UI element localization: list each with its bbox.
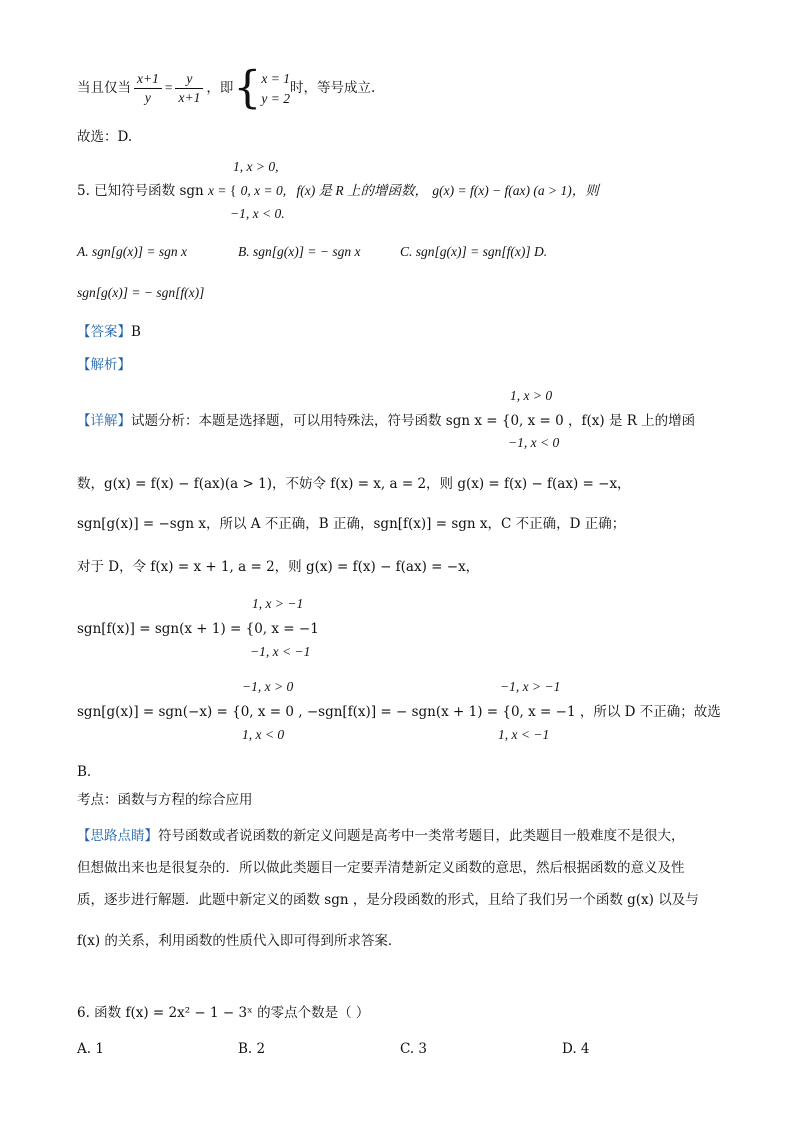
hint-label: 【思路点睛】 [77, 828, 158, 844]
q6-option-b[interactable]: B. 2 [238, 1041, 266, 1057]
q6-option-c[interactable]: C. 3 [400, 1041, 428, 1057]
detail-case-top: 1, x > 0 [510, 388, 553, 403]
q5-option-d[interactable]: sgn[g(x)] = − sgn[f(x)] [77, 285, 205, 300]
hint-line2: 但想做出来也是很复杂的．所以做此类题目一定要弄清楚新定义函数的意思，然后根据函数的意义及性 [77, 860, 685, 876]
equation-system: {x = 1 y = 2 [233, 62, 290, 114]
answer-value: B [131, 324, 141, 340]
detail-line7: B. [77, 764, 92, 780]
detail-case-bot: −1, x < 0 [508, 435, 560, 450]
answer-line [77, 322, 141, 342]
detail-line3: sgn[g(x)] = −sgn x，所以 A 不正确，B 正确，sgn[f(x)] = sgn x，C 不正确，D 正确； [77, 516, 626, 532]
answer-label: 【答案】 [77, 324, 131, 340]
intro-prefix: 当且仅当 [77, 80, 131, 96]
q5-case2: 0, x = 0, [240, 183, 287, 198]
detail-line4: 对于 D，令 f(x) = x + 1, a = 2，则 g(x) = f(x) − f(ax) = −x， [77, 559, 480, 575]
intro-line: 当且仅当 $\frac{x+1}{y}$ = $\frac{y}{x+1}$ ，即{x = 1 y = 2时，等号成立. [77, 62, 376, 114]
q5-text1: f(x) 是 R 上的增函数， [296, 183, 429, 198]
detail-l6-top-b: −1, x > −1 [500, 679, 561, 694]
analysis-label: 【解析】 [77, 357, 131, 373]
detail-l6-bot-a: 1, x < 0 [242, 727, 285, 742]
detail-l5-mid: sgn[f(x)] = sgn(x + 1) = {0, x = −1 [77, 621, 319, 637]
select-q4: 故选：D. [77, 129, 133, 145]
q6-option-d[interactable]: D. 4 [562, 1041, 590, 1057]
q5-text2: g(x) = f(x) − f(ax) (a > 1)，则 [432, 183, 599, 198]
q5-option-a[interactable]: A. sgn[g(x)] = sgn x [77, 244, 187, 259]
q5-case1: 1, x > 0, [233, 159, 279, 174]
detail-line2: 数，g(x) = f(x) − f(ax)(a > 1)，不妨令 f(x) = x, a = 2，则 g(x) = f(x) − f(ax) = −x， [77, 476, 631, 492]
fraction-right: $\frac{y}{x+1}$ [175, 70, 203, 107]
q5-option-c[interactable]: C. sgn[g(x)] = sgn[f(x)] D. [400, 244, 548, 259]
detail-line1: 【详解】试题分析：本题是选择题，可以用特殊法，符号函数 sgn x = {0, x = 0 ，f(x) 是 R 上的增函 [77, 413, 696, 429]
detail-l5-top: 1, x > −1 [252, 596, 304, 611]
fraction-left: $\frac{x+1}{y}$ [134, 70, 162, 107]
detail-l6-bot-b: 1, x < −1 [498, 727, 550, 742]
detail-label: 【详解】 [77, 413, 131, 429]
q5-case3: −1, x < 0. [230, 206, 285, 221]
hint-line3: 质，逐步进行解题．此题中新定义的函数 sgn ，是分段函数的形式，且给了我们另一个函数 g(x) 以及与 [77, 892, 699, 908]
intro-mid: ，即 [206, 80, 234, 96]
hint-line4: f(x) 的关系，利用函数的性质代入即可得到所求答案． [77, 933, 402, 949]
detail-l6-mid: sgn[g(x)] = sgn(−x) = {0, x = 0 , −sgn[f(x)] = − sgn(x + 1) = {0, x = −1 ，所以 D 不正确；故选 [77, 704, 721, 720]
q5-option-b[interactable]: B. sgn[g(x)] = − sgn x [238, 244, 361, 259]
intro-tail: 时，等号成立. [289, 80, 376, 96]
detail-l6-top-a: −1, x > 0 [242, 679, 294, 694]
q6-stem: 6. 函数 f(x) = 2x² − 1 − 3ˣ 的零点个数是（ ） [77, 1005, 370, 1021]
q5-num: 5. 已知符号函数 sgn [77, 183, 204, 199]
kaodian: 考点：函数与方程的综合应用 [77, 792, 253, 808]
q6-option-a[interactable]: A. 1 [77, 1041, 104, 1057]
q5-stem: 5. 已知符号函数 sgn x = { 0, x = 0, f(x) 是 R 上的增函数， g(x) = f(x) − f(ax) (a > 1)，则 [77, 183, 599, 199]
hint-line1: 【思路点睛】符号函数或者说函数的新定义问题是高考中一类常考题目，此类题目一般难度不是很大， [77, 828, 685, 844]
detail-l5-bot: −1, x < −1 [250, 644, 311, 659]
